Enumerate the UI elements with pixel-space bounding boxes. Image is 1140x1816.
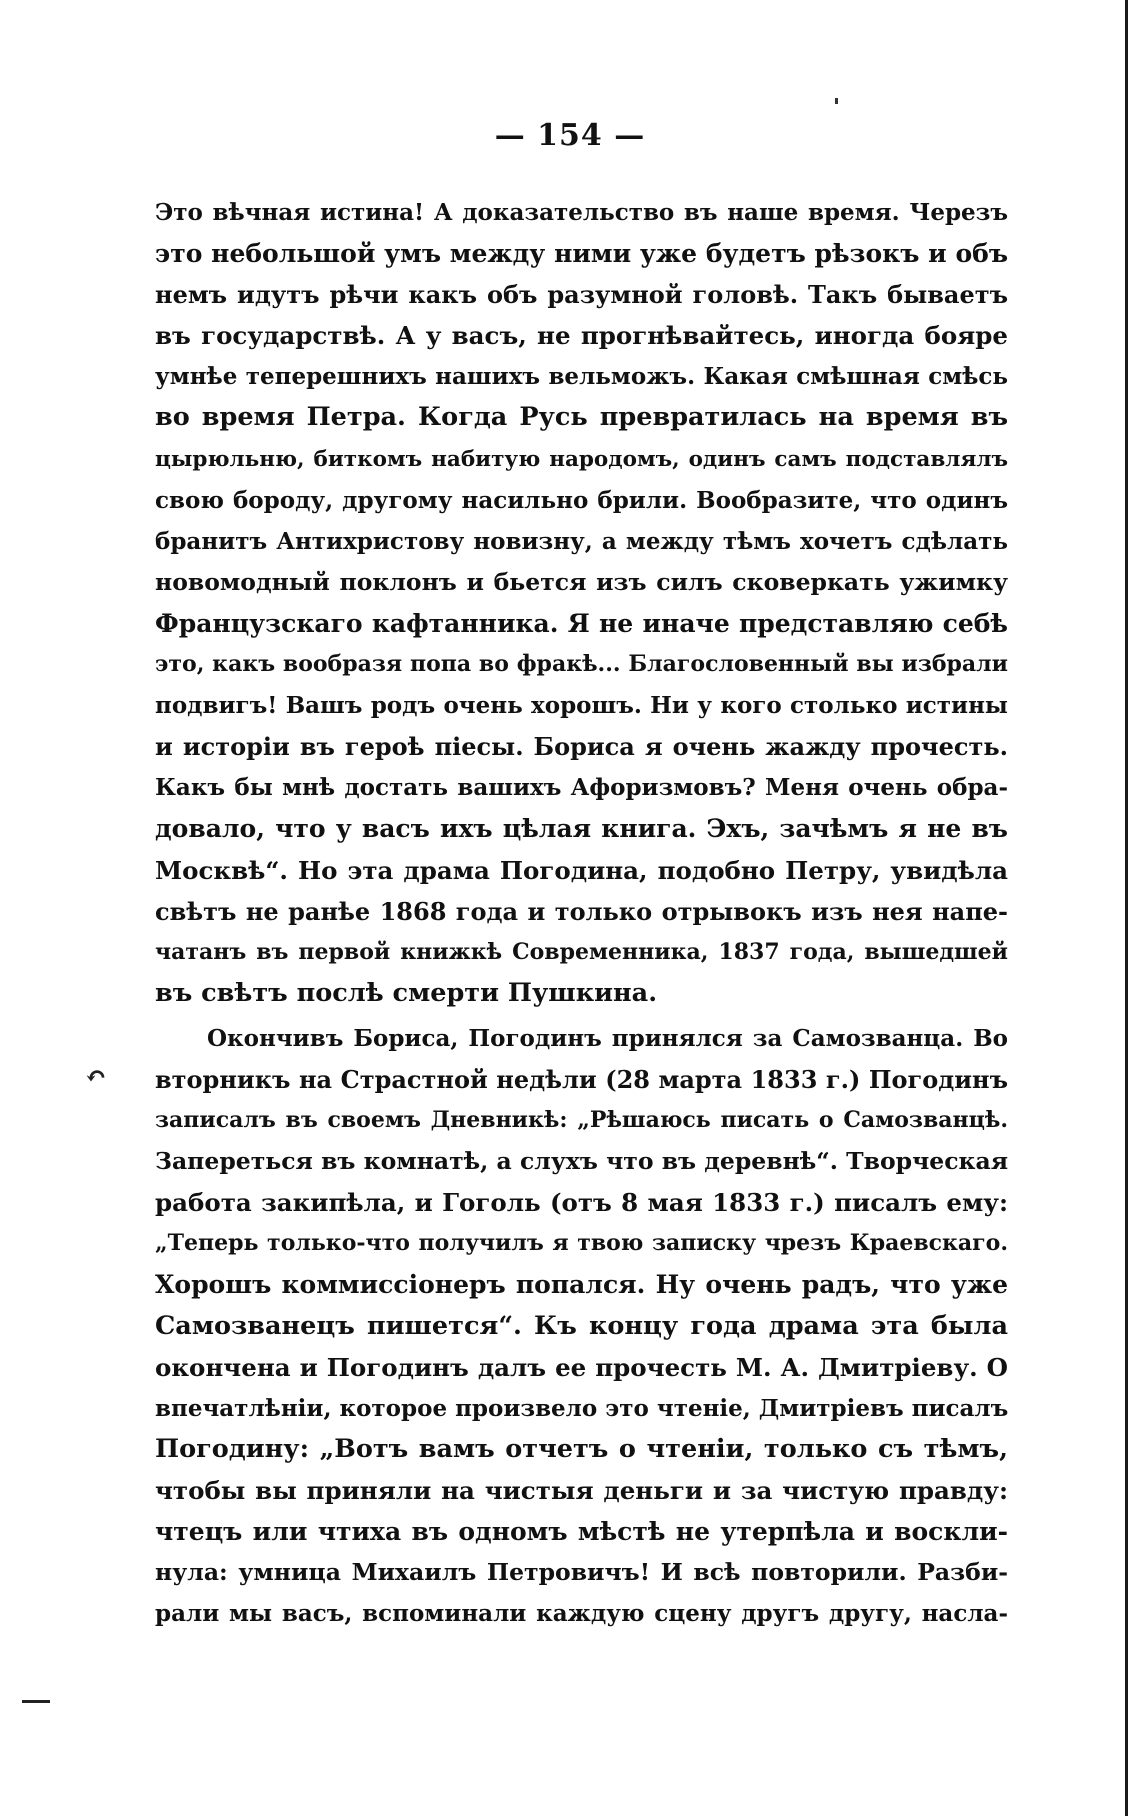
text-line: цырюльню, биткомъ набитую народомъ, одинъ самъ подставлялъ: [155, 446, 1008, 472]
text-line: Хорошъ коммиссіонеръ попался. Ну очень радъ, что уже: [155, 1270, 1008, 1300]
text-line: свѣтъ не ранѣе 1868 года и только отрывокъ изъ нея напе-: [155, 896, 1008, 926]
text-line: бранитъ Антихристову новизну, а между тѣмъ хочетъ сдѣлать: [155, 527, 1008, 555]
text-line: во время Петра. Когда Русь превратилась на время въ: [155, 402, 1008, 433]
scan-speck: [835, 98, 838, 104]
text-line: Запереться въ комнатѣ, а слухъ что въ деревнѣ“. Творческая: [155, 1147, 1008, 1176]
text-line: вторникъ на Страстной недѣли (28 марта 1833 г.) Погодинъ: [155, 1064, 1008, 1094]
text-line: это небольшой умъ между ними уже будетъ рѣзокъ и объ: [155, 239, 1008, 269]
text-line: „Теперь только-что получилъ я твою записку чрезъ Краевскаго.: [155, 1230, 1008, 1257]
text-line: записалъ въ своемъ Дневникѣ: „Рѣшаюсь писать о Самозванцѣ.: [155, 1107, 1008, 1134]
text-line: окончена и Погодинъ далъ ее прочесть М. А. Дмитріеву. О: [155, 1352, 1008, 1382]
text-line: довало, что у васъ ихъ цѣлая книга. Эхъ, зачѣмъ я не въ: [155, 814, 1008, 844]
text-line: рали мы васъ, вспоминали каждую сцену другъ другу, насла-: [155, 1600, 1008, 1628]
text-line: подвигъ! Вашъ родъ очень хорошъ. Ни у кого столько истины: [155, 692, 1008, 720]
text-line: Какъ бы мнѣ достать вашихъ Афоризмовъ? Меня очень обра-: [155, 774, 1008, 802]
text-line: свою бороду, другому насильно брили. Вообразите, что одинъ: [155, 486, 1008, 514]
text-line: впечатлѣніи, которое произвело это чтеніе, Дмитріевъ писалъ: [155, 1394, 1008, 1422]
text-line: Окончивъ Бориса, Погодинъ принялся за Самозванца. Во: [207, 1024, 1008, 1052]
text-line: въ государствѣ. А у васъ, не прогнѣвайтесь, иногда бояре: [155, 321, 1008, 351]
text-line: чтобы вы приняли на чистыя деньги и за чистую правду:: [155, 1475, 1008, 1505]
text-line: Французскаго кафтанника. Я не иначе представляю себѣ: [155, 608, 1008, 638]
text-line: немъ идутъ рѣчи какъ объ разумной головѣ. Такъ бываетъ: [155, 280, 1008, 310]
text-line: Москвѣ“. Но эта драма Погодина, подобно Петру, увидѣла: [155, 855, 1008, 885]
text-line: въ свѣтъ послѣ смерти Пушкина.: [155, 977, 658, 1008]
body-text: [155, 192, 1008, 1634]
text-line: это, какъ вообразя попа во фракѣ... Благословенный вы избрали: [155, 651, 1008, 678]
text-line: нула: умница Михаилъ Петровичъ! И всѣ повторили. Разби-: [155, 1558, 1008, 1587]
page-edge-rule: [1125, 0, 1128, 1816]
text-line: Погодину: „Вотъ вамъ отчетъ о чтеніи, только съ тѣмъ,: [155, 1433, 1008, 1464]
text-line: чтецъ или чтиха въ одномъ мѣстѣ не утерпѣла и воскли-: [155, 1517, 1008, 1546]
page-number: — 154 —: [494, 118, 646, 153]
text-line: и исторіи въ героѣ піесы. Бориса я очень жажду прочесть.: [155, 732, 1008, 762]
margin-dash: [22, 1700, 50, 1703]
text-line: Самозванецъ пишется“. Къ концу года драма эта была: [155, 1310, 1008, 1341]
text-line: Это вѣчная истина! А доказательство въ наше время. Черезъ: [155, 199, 1008, 226]
text-line: новомодный поклонъ и бьется изъ силъ сковеркать ужимку: [155, 567, 1008, 596]
text-line: чатанъ въ первой книжкѣ Современника, 1837 года, вышедшей: [155, 938, 1008, 965]
text-line: работа закипѣла, и Гоголь (отъ 8 мая 1833 г.) писалъ ему:: [155, 1188, 1008, 1218]
margin-mark: ↶: [85, 1062, 107, 1092]
text-line: умнѣе теперешнихъ нашихъ вельможъ. Какая смѣшная смѣсь: [155, 363, 1008, 391]
